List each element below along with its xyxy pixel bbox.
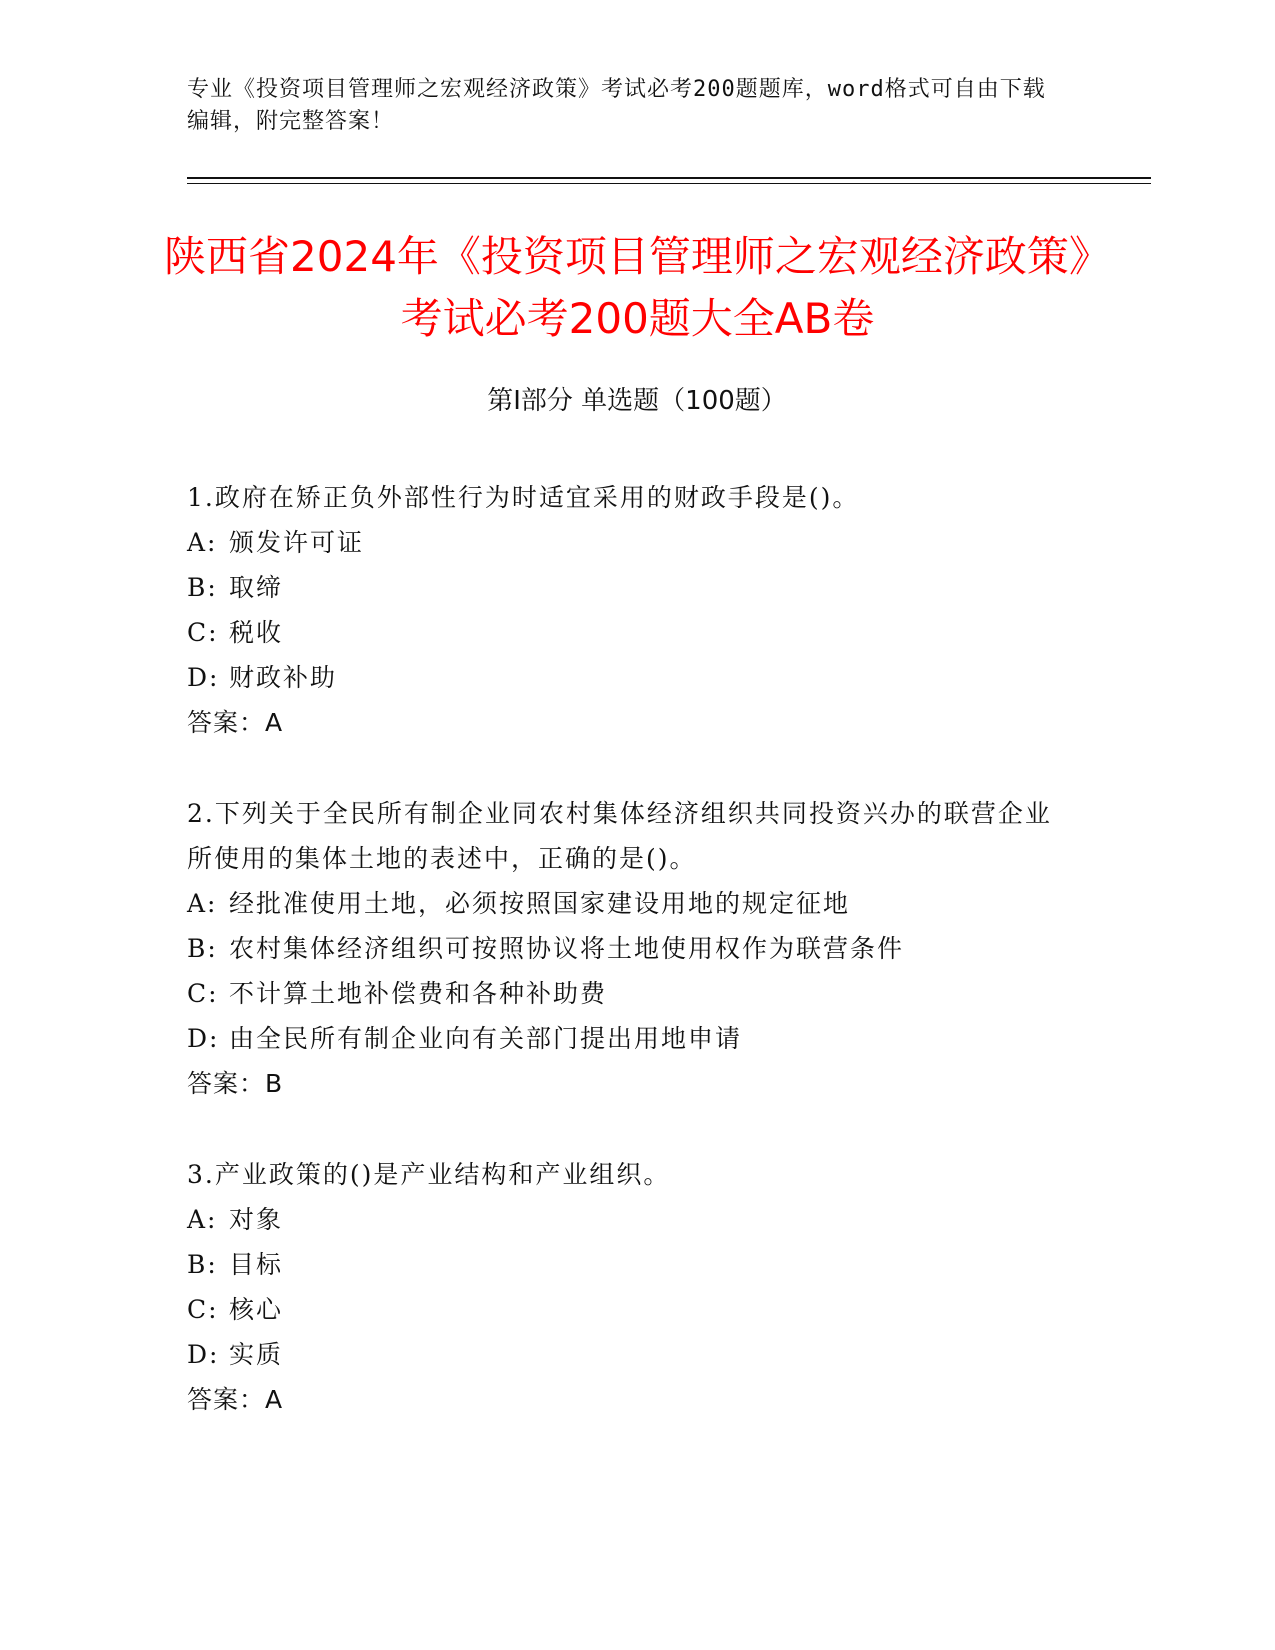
question-text: 1.政府在矫正负外部性行为时适宜采用的财政手段是()。 xyxy=(187,483,860,512)
answer-value: A xyxy=(265,708,284,737)
option-letter: A: xyxy=(187,889,218,918)
option-letter: B: xyxy=(187,934,218,963)
option-text: 取缔 xyxy=(229,573,284,602)
answer-line: 答案：A xyxy=(187,1385,284,1414)
option-d xyxy=(187,655,1087,700)
option-text: 由全民所有制企业向有关部门提出用地申请 xyxy=(229,1024,743,1053)
answer-value: B xyxy=(265,1069,284,1098)
option-d xyxy=(187,1332,1087,1377)
option-b xyxy=(187,565,1087,610)
option-letter: D: xyxy=(187,1340,220,1369)
option-text: 实质 xyxy=(229,1340,284,1369)
section-title: 第Ⅰ部分 单选题（100题） xyxy=(487,386,787,416)
option-letter: A: xyxy=(187,1205,218,1234)
option-text: 财政补助 xyxy=(229,663,338,692)
option-text: 颁发许可证 xyxy=(229,528,365,557)
header-rule-thin xyxy=(187,183,1151,184)
option-text: 核心 xyxy=(229,1295,284,1324)
option-text: 不计算土地补偿费和各种补助费 xyxy=(229,979,608,1008)
option-b xyxy=(187,926,1087,971)
option-d xyxy=(187,1016,1087,1061)
option-text: 对象 xyxy=(229,1205,284,1234)
question-1 xyxy=(187,475,1087,745)
option-a xyxy=(187,1197,1087,1242)
question-text: 2.下列关于全民所有制企业同农村集体经济组织共同投资兴办的联营企业所使用的集体土地的表述中，正确的是()。 xyxy=(187,799,1052,873)
option-text: 经批准使用土地，必须按照国家建设用地的规定征地 xyxy=(229,889,851,918)
option-letter: B: xyxy=(187,573,218,602)
option-c xyxy=(187,1287,1087,1332)
option-letter: D: xyxy=(187,1024,220,1053)
option-letter: A: xyxy=(187,528,218,557)
header-note: 专业《投资项目管理师之宏观经济政策》考试必考200题题库，word格式可自由下载编辑，附完整答案！ xyxy=(187,77,1046,134)
option-letter: B: xyxy=(187,1250,218,1279)
option-b xyxy=(187,1242,1087,1287)
option-c xyxy=(187,971,1087,1016)
option-c xyxy=(187,610,1087,655)
option-letter: C: xyxy=(187,979,219,1008)
question-text: 3.产业政策的()是产业结构和产业组织。 xyxy=(187,1160,671,1189)
answer-value: A xyxy=(265,1385,284,1414)
option-letter: C: xyxy=(187,1295,219,1324)
document-title: 陕西省2024年《投资项目管理师之宏观经济政策》考试必考200题大全AB卷 xyxy=(164,232,1111,343)
question-3 xyxy=(187,1152,1087,1422)
answer-line: 答案：B xyxy=(187,1069,284,1098)
answer-line: 答案：A xyxy=(187,708,284,737)
option-letter: D: xyxy=(187,663,220,692)
question-2 xyxy=(187,791,1087,1106)
option-letter: C: xyxy=(187,618,219,647)
option-text: 农村集体经济组织可按照协议将土地使用权作为联营条件 xyxy=(229,934,905,963)
option-a xyxy=(187,520,1087,565)
option-text: 目标 xyxy=(229,1250,284,1279)
option-text: 税收 xyxy=(229,618,284,647)
option-a xyxy=(187,881,1087,926)
question-list xyxy=(187,475,1087,1468)
header-rule-thick xyxy=(187,177,1151,179)
